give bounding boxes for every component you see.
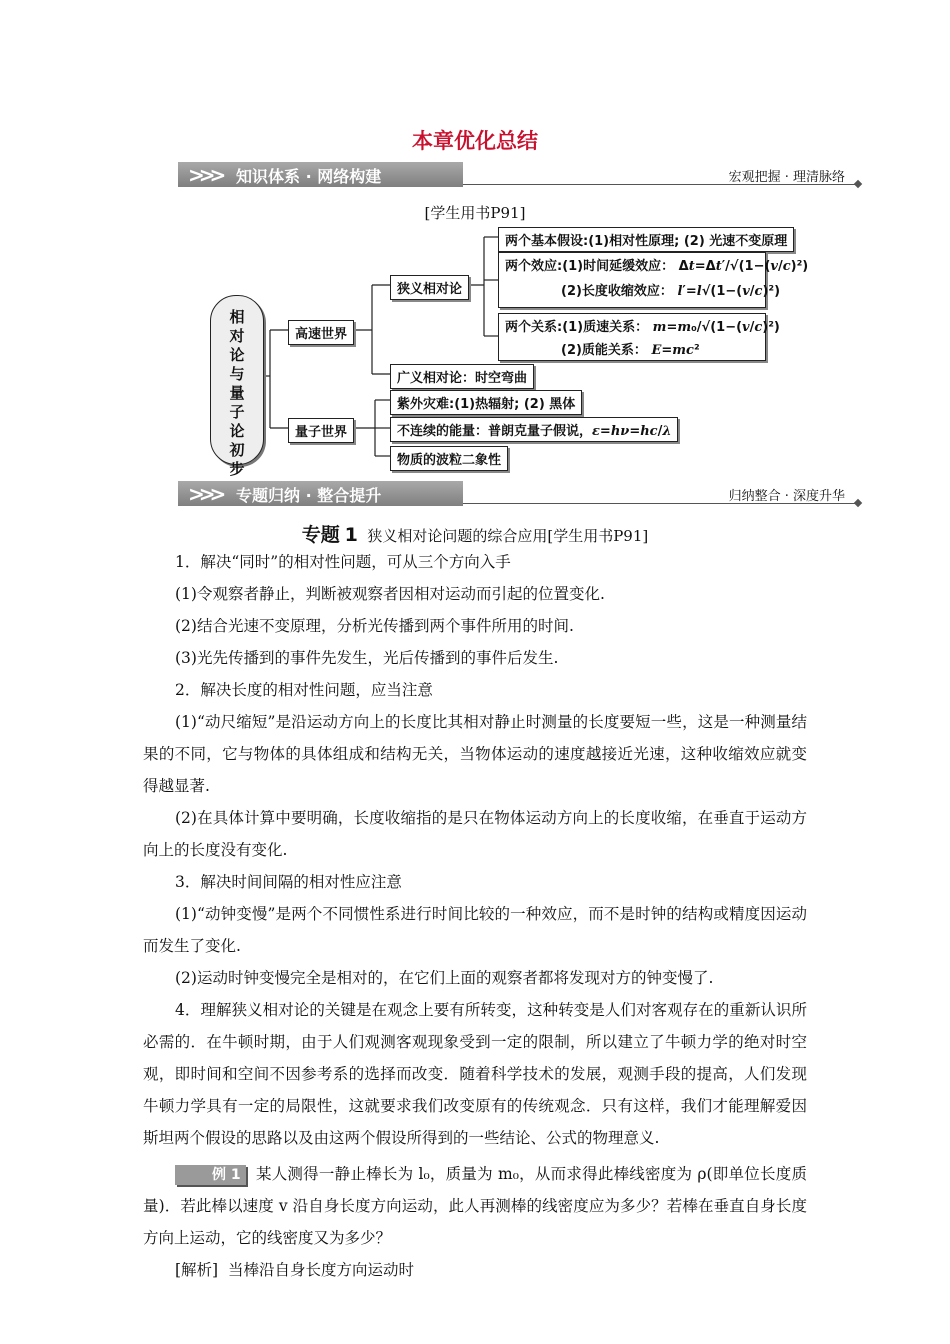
example: 例 1 某人测得一静止棒长为 l₀，质量为 m₀，从而求得此棒线密度为 ρ(即单位长度质量)．若此棒以速度 v 沿自身长度方向运动，此人再测棒的线密度应为多少？若棒在垂直自身长度方向上运动，它的线密度又为多少？ [143,1165,807,1247]
mindmap-root [210,295,264,478]
node-effects: 两个效应:(1)时间延缓效应： Δt=Δt′/√(1−(v/c)²) (2)长度收缩效应： l′=l√(1−(v/c)²) [498,252,766,308]
banner-subtitle: 归纳整合 · 深度升华 [728,489,845,504]
paragraph: (3)光先传播到的事件先发生，光后传播到的事件后发生. [175,649,559,667]
banner-title: 专题归纳 · 整合提升 [236,486,382,505]
node-general-relativity: 广义相对论：时空弯曲 [390,364,534,389]
node-quantum: 量子世界 [288,418,354,443]
page-title: 本章优化总结 [412,129,538,153]
body-text [143,546,807,1286]
paragraph: (2)运动时钟变慢完全是相对的，在它们上面的观察者都将发现对方的钟变慢了. [175,969,714,987]
analysis: [解析] 当棒沿自身长度方向运动时 [175,1261,414,1279]
ref-label: [学生用书P91] [424,204,526,222]
paragraph: (1)“动钟变慢”是两个不同惯性系进行时间比较的一种效应，而不是时钟的结构或精度因运动而发生了变化. [143,905,807,955]
paragraph: 1．解决“同时”的相对性问题，可从三个方向入手 [175,553,511,571]
banner-topics [178,481,861,507]
example-badge: 例 1 [175,1165,246,1185]
node-postulates: 两个基本假设:(1)相对性原理; (2) 光速不变原理 [498,227,794,252]
node-discontinuous-energy: 不连续的能量：普朗克量子假说，ε=hν=hc/λ [390,417,678,442]
chevron-icon: >>> [188,482,221,506]
node-special-relativity: 狭义相对论 [390,275,469,300]
paragraph: (1)令观察者静止，判断被观察者因相对运动而引起的位置变化. [175,585,605,603]
banner-subtitle: 宏观把握 · 理清脉络 [728,170,845,185]
paragraph: 3．解决时间间隔的相对性应注意 [175,873,402,891]
node-high-speed: 高速世界 [288,320,354,345]
node-relations: 两个关系:(1)质速关系： m=m₀/√(1−(v/c)²) (2)质能关系： E=mc² [498,313,766,361]
section-heading: 专题 1 狭义相对论问题的综合应用[学生用书P91] [301,524,649,546]
paragraph: (2)在具体计算中要明确，长度收缩指的是只在物体运动方向上的长度收缩，在垂直于运动方向上的长度没有变化. [143,809,807,859]
paragraph: (2)结合光速不变原理，分析光传播到两个事件所用的时间. [175,617,574,635]
node-wave-particle: 物质的波粒二象性 [390,446,508,471]
banner-title: 知识体系 · 网络构建 [236,167,382,186]
chevron-icon: >>> [188,163,221,187]
paragraph: 4．理解狭义相对论的关键是在观念上要有所转变，这种转变是人们对客观存在的重新认识所必需的．在牛顿时期，由于人们观测客观现象受到一定的限制，所以建立了牛顿力学的绝对时空观，即时间和空间不因参考系的选择而改变．随着科学技术的发展，观测手段的提高，人们发现牛顿力学具有一定的局限性，这就要求我们改变原有的传统观念．只有这样，我们才能理解爱因斯坦两个假设的思路以及由这两个假设所得到的一些结论、公式的物理意义. [143,1001,807,1147]
paragraph: 2．解决长度的相对性问题，应当注意 [175,681,433,699]
root-label: 相对论与量子论初步 [229,308,245,478]
paragraph: (1)“动尺缩短”是沿运动方向上的长度比其相对静止时测量的长度要短一些，这是一种测量结果的不同，它与物体的具体组成和结构无关，当物体运动的速度越接近光速，这种收缩效应就变得越显著. [143,713,807,795]
node-uv-catastrophe: 紫外灾难:(1)热辐射; (2) 黑体 [390,390,582,415]
